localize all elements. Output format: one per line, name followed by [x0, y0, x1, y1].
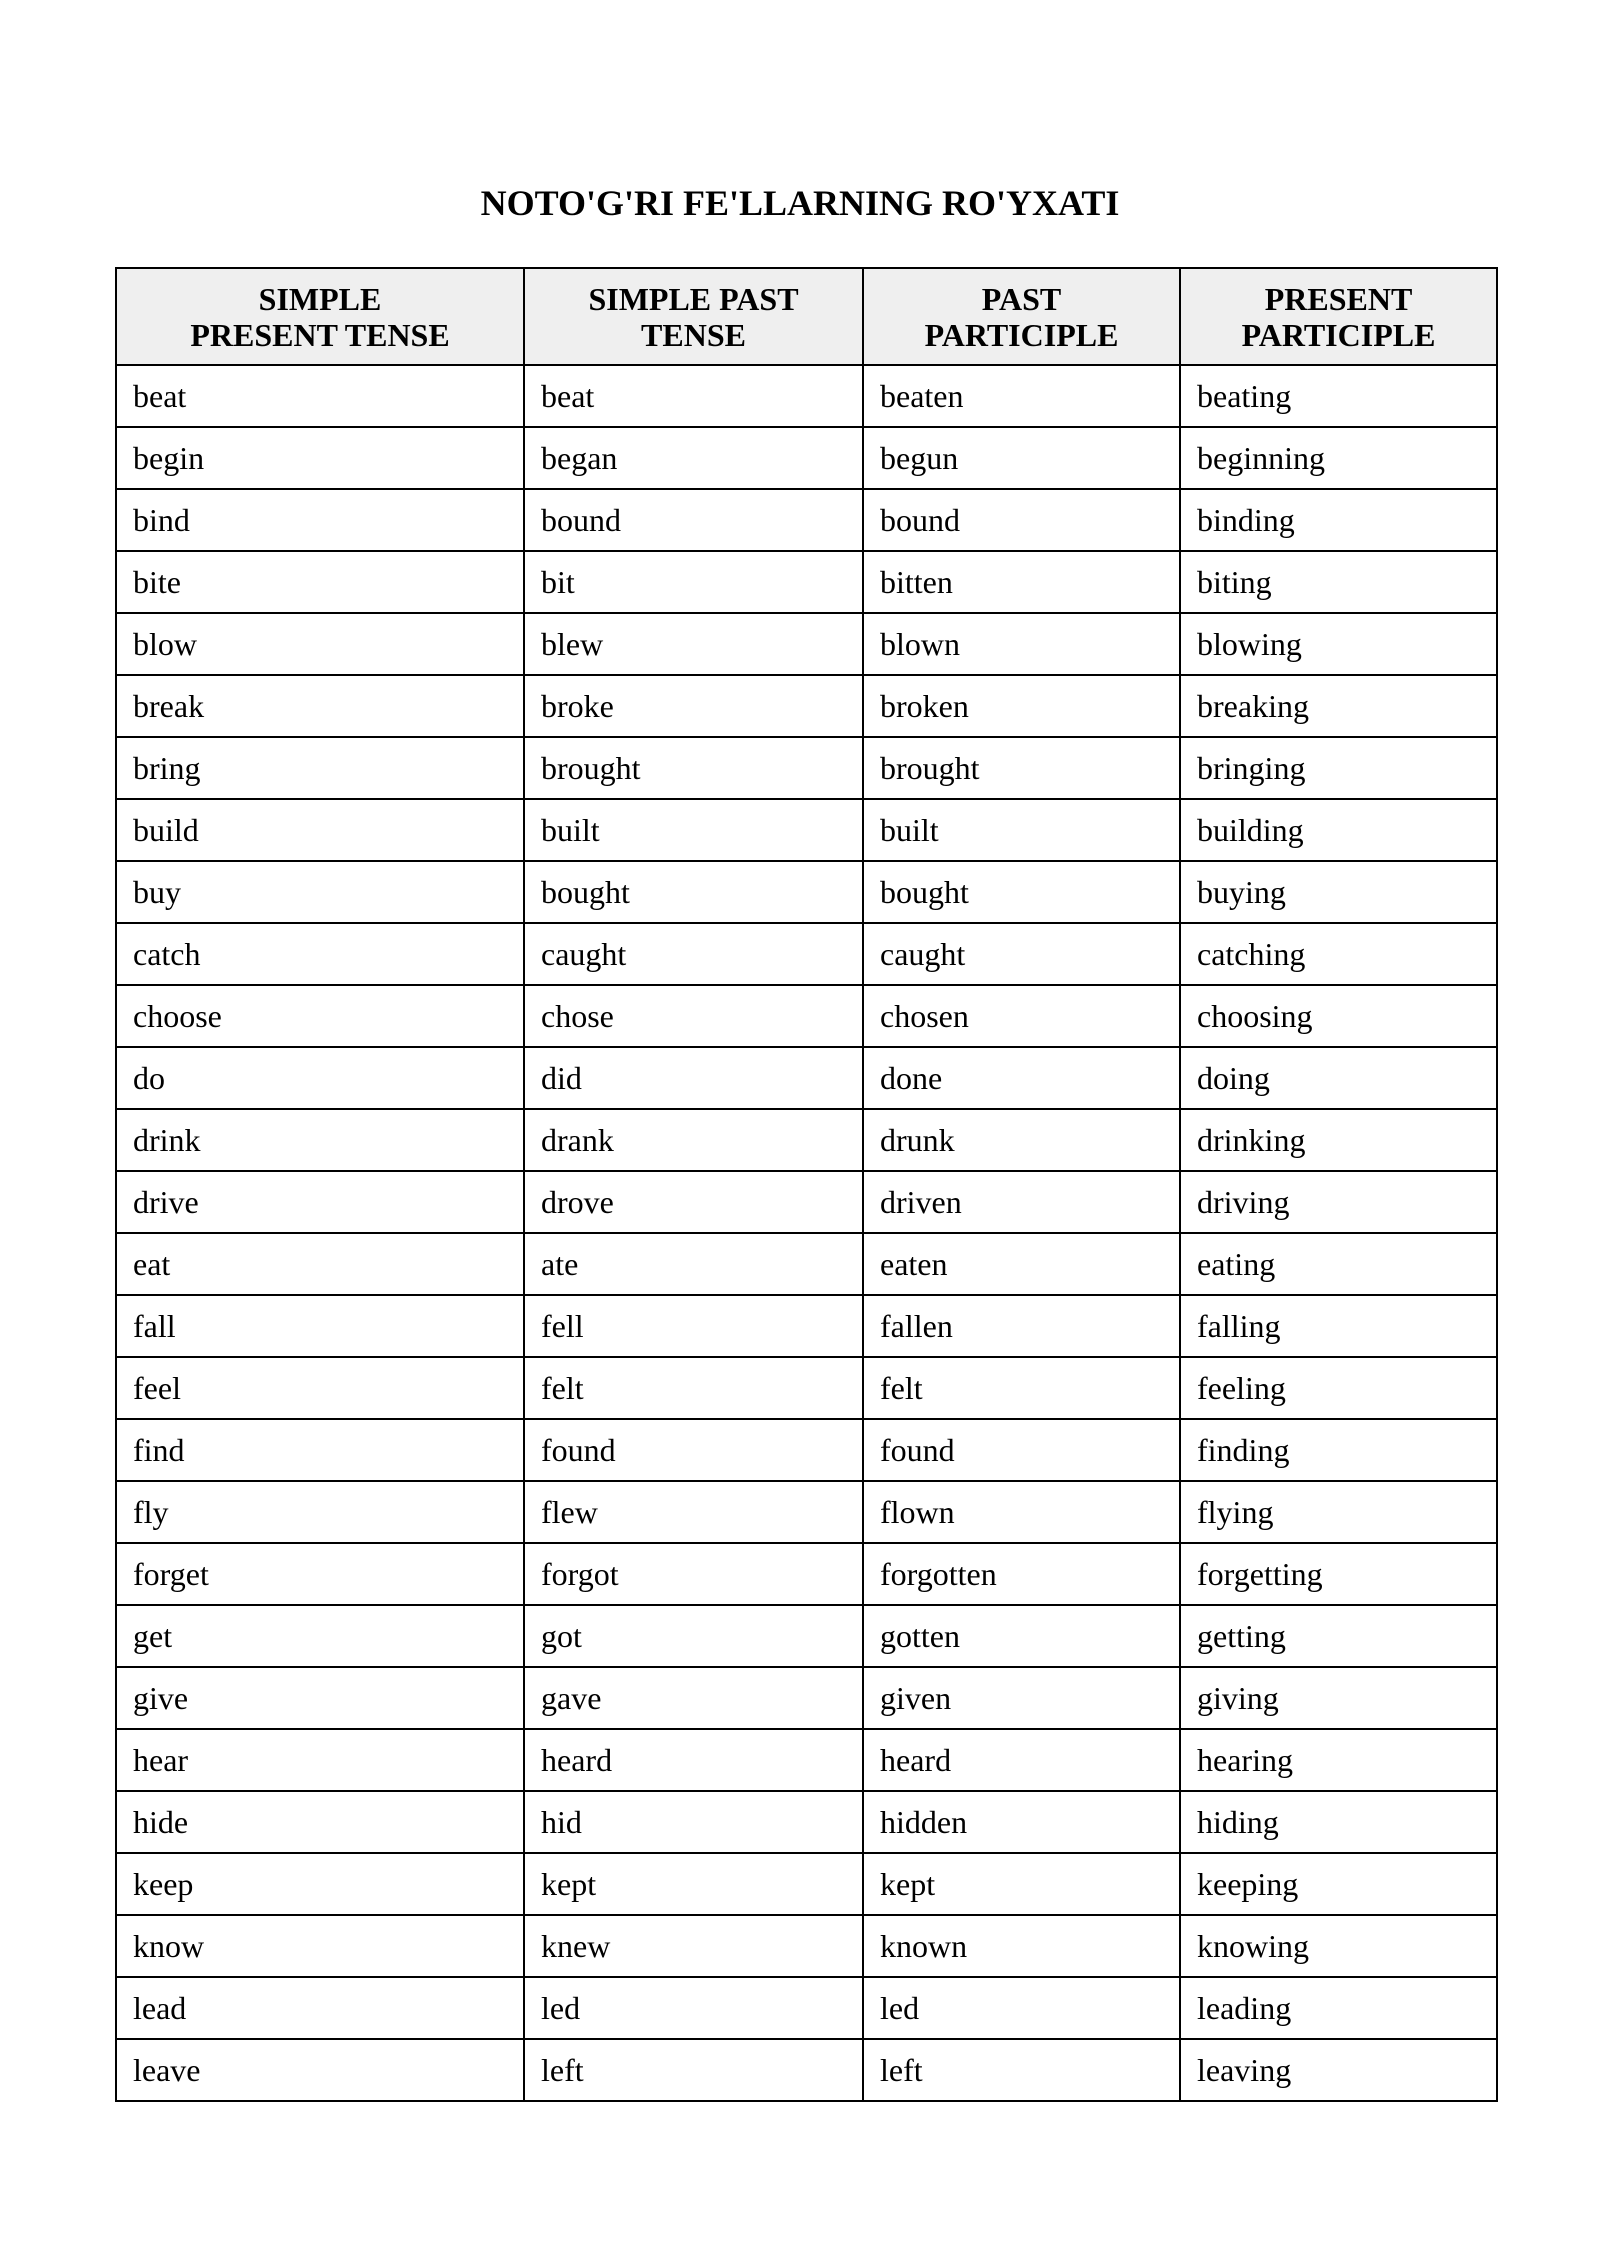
table-row — [116, 1729, 1497, 1791]
cell-past-participle: blown — [863, 613, 1180, 675]
column-header-line: PAST — [981, 280, 1062, 317]
cell-present-participle: breaking — [1180, 675, 1497, 737]
table-row — [116, 1605, 1497, 1667]
table-body — [116, 365, 1497, 2101]
cell-simple-present: keep — [116, 1853, 524, 1915]
cell-present-participle: knowing — [1180, 1915, 1497, 1977]
table-row — [116, 861, 1497, 923]
table-row — [116, 1791, 1497, 1853]
table-row — [116, 1109, 1497, 1171]
cell-past-participle: begun — [863, 427, 1180, 489]
cell-simple-present: build — [116, 799, 524, 861]
cell-simple-present: fall — [116, 1295, 524, 1357]
table-row — [116, 1853, 1497, 1915]
column-header-simple-present — [116, 268, 524, 365]
table-row — [116, 613, 1497, 675]
column-header-line: PARTICIPLE — [1241, 316, 1436, 353]
cell-simple-past: bought — [524, 861, 863, 923]
cell-present-participle: getting — [1180, 1605, 1497, 1667]
cell-present-participle: beating — [1180, 365, 1497, 427]
cell-present-participle: forgetting — [1180, 1543, 1497, 1605]
cell-simple-present: know — [116, 1915, 524, 1977]
cell-simple-past: caught — [524, 923, 863, 985]
cell-past-participle: given — [863, 1667, 1180, 1729]
table-row — [116, 1977, 1497, 2039]
cell-simple-past: chose — [524, 985, 863, 1047]
table-row — [116, 985, 1497, 1047]
column-header-line: TENSE — [641, 316, 746, 353]
cell-present-participle: blowing — [1180, 613, 1497, 675]
cell-present-participle: buying — [1180, 861, 1497, 923]
table-row — [116, 1419, 1497, 1481]
cell-present-participle: drinking — [1180, 1109, 1497, 1171]
cell-simple-present: bring — [116, 737, 524, 799]
cell-present-participle: feeling — [1180, 1357, 1497, 1419]
cell-past-participle: driven — [863, 1171, 1180, 1233]
column-header-line: SIMPLE — [258, 280, 382, 317]
cell-present-participle: finding — [1180, 1419, 1497, 1481]
cell-simple-past: beat — [524, 365, 863, 427]
table-row — [116, 1047, 1497, 1109]
cell-simple-past: ate — [524, 1233, 863, 1295]
cell-simple-past: began — [524, 427, 863, 489]
cell-past-participle: eaten — [863, 1233, 1180, 1295]
cell-present-participle: catching — [1180, 923, 1497, 985]
cell-past-participle: left — [863, 2039, 1180, 2101]
table-row — [116, 923, 1497, 985]
cell-past-participle: forgotten — [863, 1543, 1180, 1605]
cell-simple-present: drink — [116, 1109, 524, 1171]
table-row — [116, 737, 1497, 799]
cell-simple-past: drank — [524, 1109, 863, 1171]
cell-past-participle: done — [863, 1047, 1180, 1109]
cell-simple-past: bit — [524, 551, 863, 613]
page-title: NOTO'G'RI FE'LLARNING RO'YXATI — [480, 183, 1120, 223]
cell-simple-past: got — [524, 1605, 863, 1667]
table-row — [116, 799, 1497, 861]
cell-present-participle: driving — [1180, 1171, 1497, 1233]
table-row — [116, 1481, 1497, 1543]
cell-simple-present: forget — [116, 1543, 524, 1605]
cell-past-participle: found — [863, 1419, 1180, 1481]
cell-past-participle: beaten — [863, 365, 1180, 427]
cell-simple-past: heard — [524, 1729, 863, 1791]
cell-simple-present: leave — [116, 2039, 524, 2101]
column-header-past-participle — [863, 268, 1180, 365]
cell-simple-past: drove — [524, 1171, 863, 1233]
cell-past-participle: chosen — [863, 985, 1180, 1047]
cell-simple-past: left — [524, 2039, 863, 2101]
cell-simple-present: choose — [116, 985, 524, 1047]
cell-present-participle: biting — [1180, 551, 1497, 613]
table-header — [116, 268, 1497, 365]
cell-simple-past: gave — [524, 1667, 863, 1729]
cell-present-participle: choosing — [1180, 985, 1497, 1047]
cell-past-participle: flown — [863, 1481, 1180, 1543]
cell-present-participle: bringing — [1180, 737, 1497, 799]
cell-present-participle: leaving — [1180, 2039, 1497, 2101]
cell-present-participle: hearing — [1180, 1729, 1497, 1791]
table-row — [116, 551, 1497, 613]
cell-simple-present: eat — [116, 1233, 524, 1295]
cell-past-participle: broken — [863, 675, 1180, 737]
cell-simple-present: give — [116, 1667, 524, 1729]
table-row — [116, 1667, 1497, 1729]
cell-simple-past: brought — [524, 737, 863, 799]
cell-simple-present: feel — [116, 1357, 524, 1419]
table-row — [116, 365, 1497, 427]
cell-simple-present: bind — [116, 489, 524, 551]
cell-past-participle: felt — [863, 1357, 1180, 1419]
column-header-present-participle — [1180, 268, 1497, 365]
cell-simple-present: lead — [116, 1977, 524, 2039]
cell-present-participle: hiding — [1180, 1791, 1497, 1853]
table-row — [116, 1233, 1497, 1295]
column-header-line: SIMPLE PAST — [588, 280, 799, 317]
cell-past-participle: brought — [863, 737, 1180, 799]
cell-past-participle: hidden — [863, 1791, 1180, 1853]
cell-present-participle: flying — [1180, 1481, 1497, 1543]
cell-simple-present: fly — [116, 1481, 524, 1543]
table-row — [116, 1543, 1497, 1605]
table-row — [116, 1357, 1497, 1419]
cell-simple-present: do — [116, 1047, 524, 1109]
cell-simple-past: fell — [524, 1295, 863, 1357]
cell-past-participle: drunk — [863, 1109, 1180, 1171]
cell-past-participle: bound — [863, 489, 1180, 551]
cell-past-participle: bitten — [863, 551, 1180, 613]
cell-past-participle: led — [863, 1977, 1180, 2039]
cell-present-participle: eating — [1180, 1233, 1497, 1295]
table-row — [116, 1171, 1497, 1233]
cell-simple-past: kept — [524, 1853, 863, 1915]
cell-simple-past: felt — [524, 1357, 863, 1419]
table-row — [116, 489, 1497, 551]
cell-past-participle: fallen — [863, 1295, 1180, 1357]
cell-past-participle: known — [863, 1915, 1180, 1977]
header-row — [116, 268, 1497, 365]
cell-present-participle: doing — [1180, 1047, 1497, 1109]
cell-simple-present: buy — [116, 861, 524, 923]
cell-present-participle: giving — [1180, 1667, 1497, 1729]
column-header-line: PRESENT TENSE — [190, 316, 450, 353]
table-row — [116, 1295, 1497, 1357]
cell-simple-present: get — [116, 1605, 524, 1667]
cell-simple-present: blow — [116, 613, 524, 675]
cell-simple-past: found — [524, 1419, 863, 1481]
cell-present-participle: falling — [1180, 1295, 1497, 1357]
cell-past-participle: kept — [863, 1853, 1180, 1915]
table-row — [116, 427, 1497, 489]
cell-simple-past: knew — [524, 1915, 863, 1977]
cell-past-participle: built — [863, 799, 1180, 861]
column-header-simple-past — [524, 268, 863, 365]
cell-simple-present: catch — [116, 923, 524, 985]
cell-simple-past: did — [524, 1047, 863, 1109]
cell-past-participle: caught — [863, 923, 1180, 985]
cell-simple-present: find — [116, 1419, 524, 1481]
cell-past-participle: heard — [863, 1729, 1180, 1791]
cell-simple-past: built — [524, 799, 863, 861]
cell-simple-present: bite — [116, 551, 524, 613]
cell-simple-past: flew — [524, 1481, 863, 1543]
cell-simple-present: break — [116, 675, 524, 737]
cell-simple-present: hide — [116, 1791, 524, 1853]
table-row — [116, 675, 1497, 737]
cell-past-participle: gotten — [863, 1605, 1180, 1667]
table-row — [116, 1915, 1497, 1977]
cell-simple-past: blew — [524, 613, 863, 675]
cell-past-participle: bought — [863, 861, 1180, 923]
cell-present-participle: binding — [1180, 489, 1497, 551]
table-row — [116, 2039, 1497, 2101]
cell-simple-present: beat — [116, 365, 524, 427]
cell-present-participle: leading — [1180, 1977, 1497, 2039]
cell-present-participle: keeping — [1180, 1853, 1497, 1915]
cell-simple-past: bound — [524, 489, 863, 551]
column-header-line: PARTICIPLE — [924, 316, 1119, 353]
cell-simple-present: drive — [116, 1171, 524, 1233]
cell-simple-past: led — [524, 1977, 863, 2039]
cell-present-participle: building — [1180, 799, 1497, 861]
cell-simple-present: begin — [116, 427, 524, 489]
irregular-verbs-table — [115, 267, 1498, 2102]
cell-simple-present: hear — [116, 1729, 524, 1791]
cell-present-participle: beginning — [1180, 427, 1497, 489]
cell-simple-past: broke — [524, 675, 863, 737]
cell-simple-past: forgot — [524, 1543, 863, 1605]
cell-simple-past: hid — [524, 1791, 863, 1853]
column-header-line: PRESENT — [1264, 280, 1413, 317]
